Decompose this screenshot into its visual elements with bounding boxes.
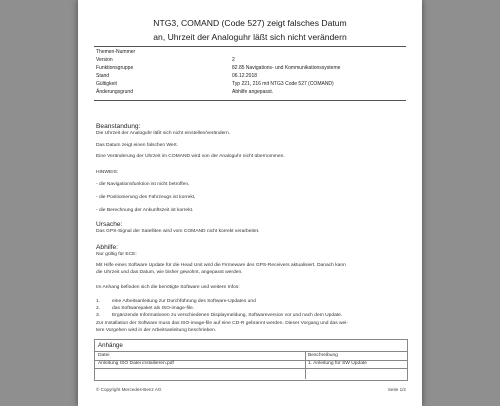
document-page (78, 0, 422, 406)
abhilfe-text-2b: die Uhrzeit und das Datum, wie bisher gewohnt, angepasst werden. (96, 270, 243, 275)
meta-value: 82.85 Navigations- und Kommunikationssysteme (232, 65, 341, 71)
beanstandung-text-2: Das Datum zeigt einen falschen Wert. (96, 143, 179, 148)
meta-row-stand (96, 73, 404, 80)
meta-label: Themen-Nummer (96, 49, 136, 55)
document-title-line-1: NTG3, COMAND (Code 527) zeigt falsches Datum (153, 18, 347, 28)
meta-label: Funktionsgruppe (96, 65, 134, 71)
hinweis-bullet-3: - die Berechnung der Ankunftszeit ist korrekt. (96, 208, 194, 213)
meta-row-version (96, 57, 404, 64)
list-item-text: das Softwarepaket als ISO-image-file. (112, 306, 195, 311)
abhilfe-text-4b: tere Vorgehen wird in der Arbeitsanleitung beschrieben. (96, 328, 217, 333)
attachment-description: 1. Anleitung für SW Update (308, 361, 367, 366)
abhilfe-text-1: Nur gültig für ECE: (96, 252, 137, 257)
meta-value: 06.12.2018 (232, 73, 258, 79)
list-item-text: Ergänzende Informationen zu verschiedenen Displaymeldung, Softwareversion vor und nach dem Update. (112, 313, 343, 318)
column-header-datei: Datei (98, 353, 110, 358)
meta-label: Änderungsgrund (96, 89, 133, 95)
list-number: 3. (96, 313, 101, 318)
column-header-beschreibung: Beschreibung (308, 353, 338, 358)
attachments-title: Anhänge (98, 342, 123, 349)
attachments-table (94, 339, 408, 381)
ursache-text: Das GPS-Signal der Satelliten wird vom COMAND nicht korrekt verarbeitet. (96, 229, 260, 234)
abhilfe-text-4a: Zur Installation der Software muss das ISO-image-file auf eine CD-R gebrannt werden. Dieser Vorgang und das wei- (96, 321, 348, 326)
list-number: 1. (96, 299, 101, 304)
hinweis-label: HINWEIS: (96, 170, 119, 175)
list-item-text: eine Arbeitsanleitung zur Durchführung des Software-Updates und (112, 299, 256, 304)
meta-value: Abhilfe angepasst. (232, 89, 274, 95)
hinweis-bullet-1: - die Navigationsfunktion ist nicht betroffen, (96, 182, 190, 187)
beanstandung-text-1: Die Uhrzeit der Analoguhr läßt sich nicht einstellen/verändern. (96, 131, 231, 136)
table-divider (95, 368, 407, 369)
section-heading-abhilfe: Abhilfe: (96, 244, 118, 251)
meta-label: Stand (96, 73, 110, 79)
meta-divider (94, 100, 406, 101)
abhilfe-text-3: Im Anhang befinden sich die benötigte Software und weitere Infos: (96, 285, 240, 290)
list-number: 2. (96, 306, 101, 311)
title-divider (94, 46, 406, 47)
table-divider (95, 351, 407, 352)
meta-label: Version (96, 57, 113, 63)
section-heading-ursache: Ursache: (96, 221, 123, 228)
table-column-divider (305, 351, 306, 379)
hinweis-bullet-2: - die Positionierung des Fahrzeugs ist korrekt, (96, 195, 196, 200)
meta-row-gueltigkeit (96, 81, 404, 88)
meta-label: Gültigkeit (96, 81, 117, 87)
beanstandung-text-3: Eine Veränderung der Uhrzeit im COMAND wird von der Analoguhr nicht übernommen. (96, 154, 285, 159)
meta-row-funktionsgruppe (96, 65, 404, 72)
meta-value: Typ 221, 216 mit NTG3 Code 527 (COMAND) (232, 81, 334, 87)
document-title-line-2: an, Uhrzeit der Analoguhr läßt sich nicht verändern (153, 32, 347, 42)
section-heading-beanstandung: Beanstandung: (96, 123, 141, 130)
meta-row-themen-nummer (96, 49, 404, 56)
attachment-file-link[interactable]: Anleitung ISO Datei installieren.pdf (98, 361, 174, 366)
meta-row-aenderungsgrund (96, 89, 404, 96)
footer-copyright: © Copyright Mercedes-Benz AG (96, 387, 162, 392)
meta-value: 2 (232, 57, 235, 63)
abhilfe-text-2a: Mit Hilfe eines Software Update für die Head Unit wird die Firmeware des GPS-Receivers aktualisiert. Danach kann (96, 263, 346, 268)
footer-page-number: Seite 1/2 (387, 387, 406, 392)
